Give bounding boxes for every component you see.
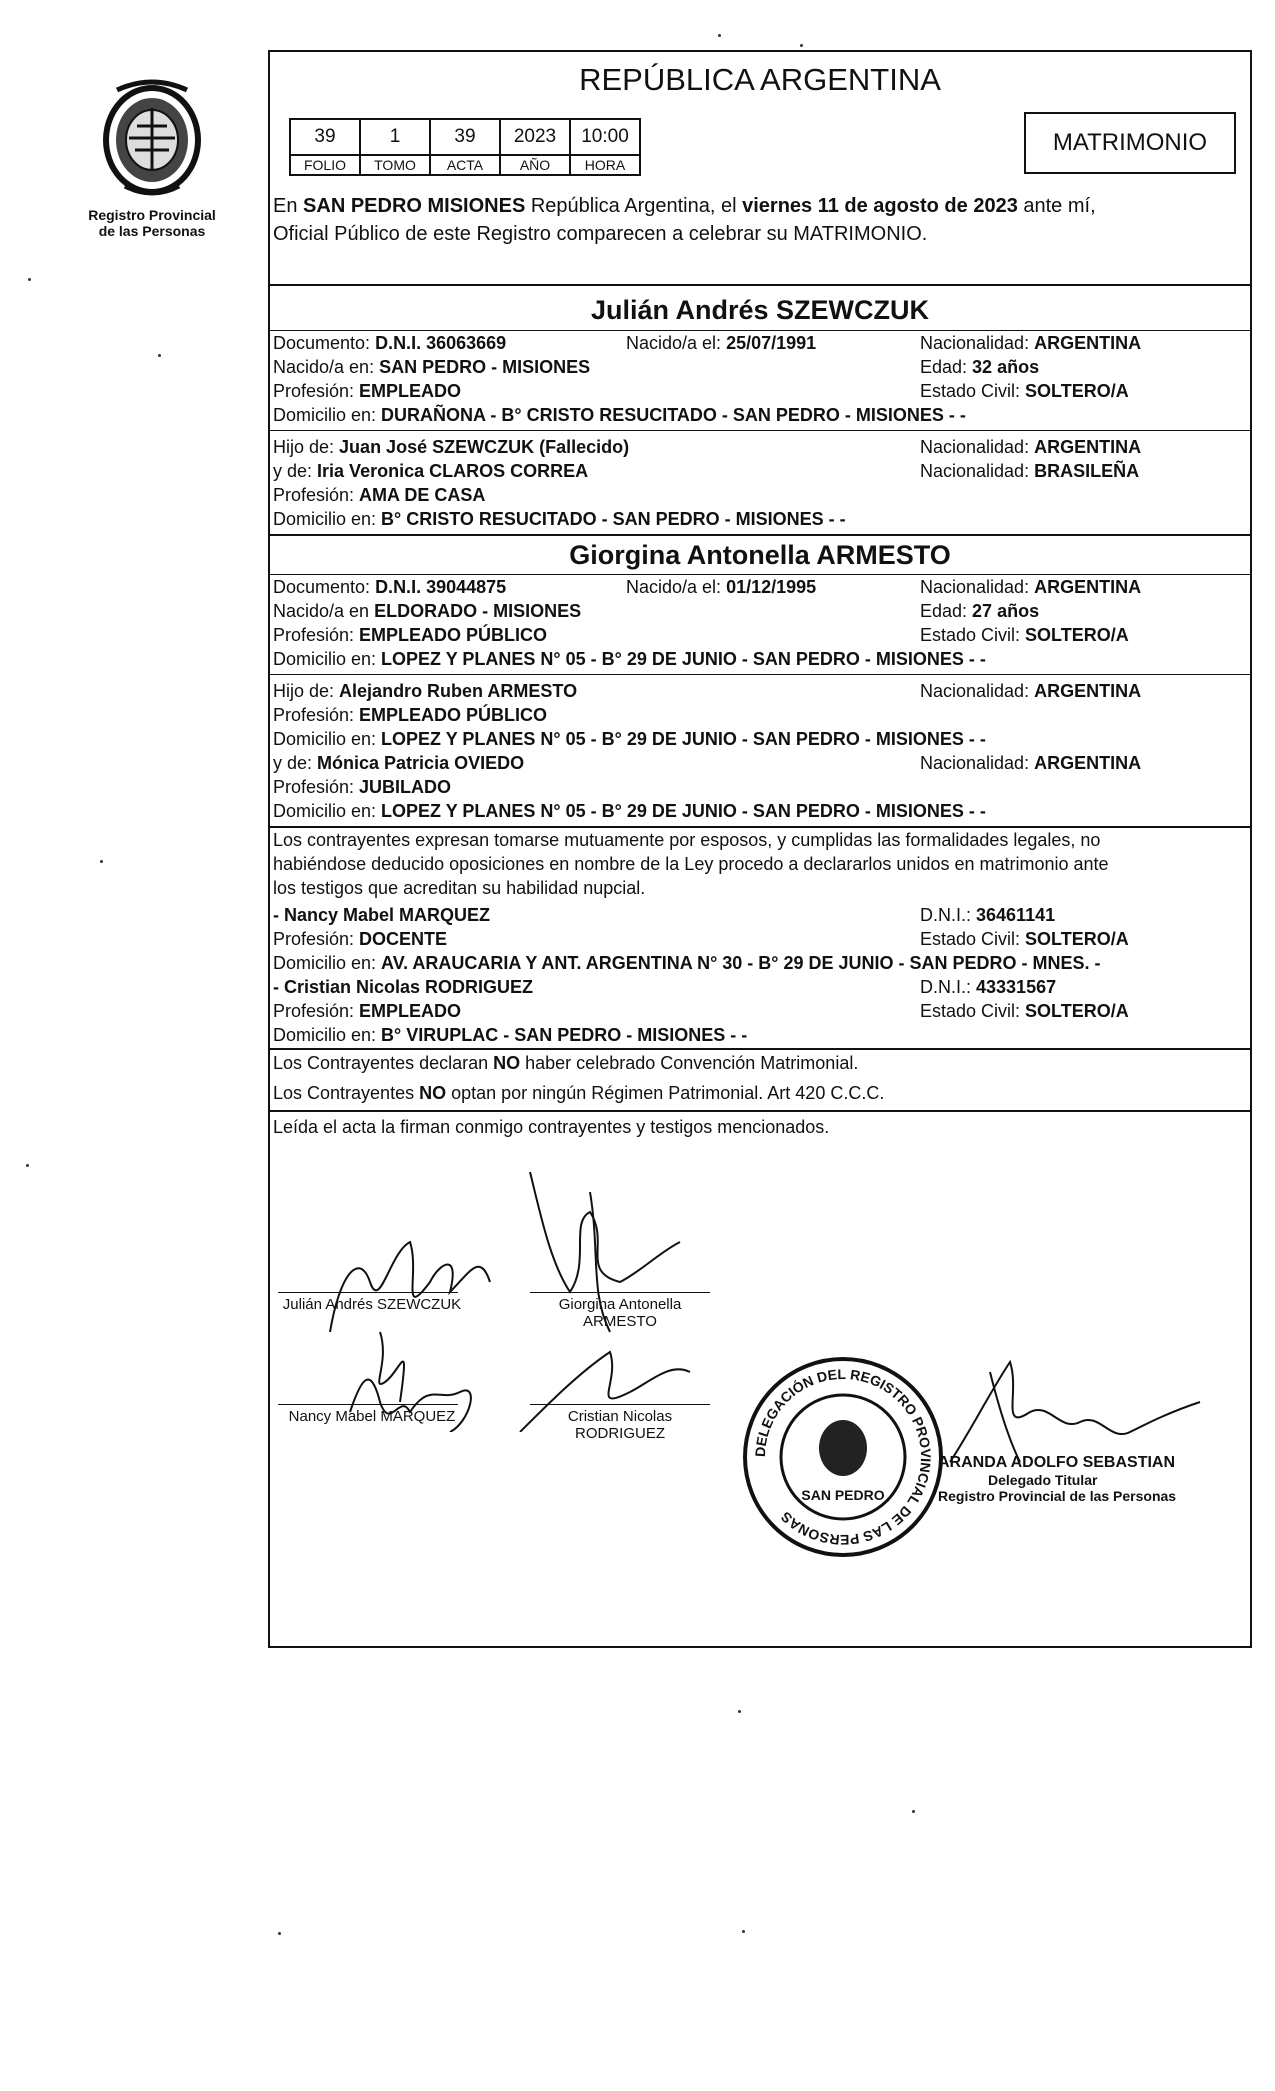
- patrimonial-regime-statement: Los Contrayentes NO optan por ningún Régimen Patrimonial. Art 420 C.C.C.: [273, 1083, 885, 1103]
- official-block: [938, 1454, 1238, 1504]
- year-value: 2023: [500, 119, 570, 155]
- folio-value: 39: [290, 119, 360, 155]
- spouse2-father: Hijo de: Alejandro Ruben ARMESTO: [273, 681, 578, 701]
- spouse2-nationality: Nacionalidad: ARGENTINA: [920, 577, 1142, 597]
- spouse2-father-profession: Profesión: EMPLEADO PÚBLICO: [273, 705, 548, 725]
- spouse1-profession: Profesión: EMPLEADO: [273, 381, 462, 401]
- registry-logo: [72, 78, 232, 239]
- document-title: REPÚBLICA ARGENTINA: [579, 62, 941, 97]
- logo-label-line1: Registro Provincial: [88, 207, 216, 223]
- spouse1-birthdate: Nacido/a el: 25/07/1991: [626, 333, 817, 353]
- spouse2-age: Edad: 27 años: [920, 601, 1040, 621]
- spouse1-birthplace: Nacido/a en: SAN PEDRO - MISIONES: [273, 357, 591, 377]
- witness2-name: - Cristian Nicolas RODRIGUEZ: [273, 977, 534, 997]
- signature-witness1: Nancy Mabel MARQUEZ: [288, 1408, 456, 1425]
- intro-date: viernes 11 de agosto de 2023: [742, 195, 1018, 217]
- spouse2-mother-profession: Profesión: JUBILADO: [273, 777, 452, 797]
- spouse2-mother: y de: Mónica Patricia OVIEDO: [273, 753, 525, 773]
- folio-label: FOLIO: [290, 155, 360, 175]
- spouse1-parents-address: Domicilio en: B° CRISTO RESUCITADO - SAN PEDRO - MISIONES - -: [273, 509, 846, 529]
- intro-text: En SAN PEDRO MISIONES República Argentina, el viernes 11 de agosto de 2023 ante mí, Oficial Público de este Registro comparecen a celebrar su MATRIMONIO.: [273, 195, 1096, 245]
- misiones-shield-icon: [97, 78, 207, 198]
- spouse2-birthplace: Nacido/a en ELDORADO - MISIONES: [273, 601, 582, 621]
- spouse2-name: Giorgina Antonella ARMESTO: [569, 540, 951, 570]
- signature-witness2: Cristian Nicolas RODRIGUEZ: [567, 1408, 673, 1442]
- spouse2-father-nationality: Nacionalidad: ARGENTINA: [920, 681, 1142, 701]
- signature-spouse1: Julián Andrés SZEWCZUK: [282, 1296, 462, 1313]
- spouse2-birthdate: Nacido/a el: 01/12/1995: [626, 577, 817, 597]
- spouse1-mother-profession: Profesión: AMA DE CASA: [273, 485, 486, 505]
- spouse2-address: Domicilio en: LOPEZ Y PLANES N° 05 - B° 29 DE JUNIO - SAN PEDRO - MISIONES - -: [273, 649, 986, 669]
- witness2-profession: Profesión: EMPLEADO: [273, 1001, 462, 1021]
- stamp-ring-text: DELEGACIÓN DEL REGISTRO PROVINCIAL DE LAS PERSONAS: [751, 1365, 935, 1549]
- official-stamp: [738, 1352, 948, 1562]
- spouse2-mother-address: Domicilio en: LOPEZ Y PLANES N° 05 - B° 29 DE JUNIO - SAN PEDRO - MISIONES - -: [273, 801, 986, 821]
- official-office: Registro Provincial de las Personas: [938, 1488, 1177, 1504]
- certificate-frame: [268, 50, 1252, 1648]
- tomo-value: 1: [360, 119, 430, 155]
- witness1-civil-status: Estado Civil: SOLTERO/A: [920, 929, 1129, 949]
- official-title: Delegado Titular: [988, 1472, 1098, 1488]
- witness1-name: - Nancy Mabel MARQUEZ: [273, 905, 491, 925]
- acta-label: ACTA: [430, 155, 500, 175]
- spouse1-address: Domicilio en: DURAÑONA - B° CRISTO RESUCITADO - SAN PEDRO - MISIONES - -: [273, 405, 966, 425]
- registry-box: [289, 118, 653, 174]
- spouse2-document: Documento: D.N.I. 39044875: [273, 577, 507, 597]
- year-label: AÑO: [500, 155, 570, 175]
- spouse1-father: Hijo de: Juan José SZEWCZUK (Fallecido): [273, 437, 630, 457]
- spouse2-profession: Profesión: EMPLEADO PÚBLICO: [273, 625, 548, 645]
- official-name: ARANDA ADOLFO SEBASTIAN: [938, 1454, 1176, 1471]
- witness2-dni: D.N.I.: 43331567: [920, 977, 1057, 997]
- spouse1-name: Julián Andrés SZEWCZUK: [590, 295, 930, 325]
- witness1-address: Domicilio en: AV. ARAUCARIA Y ANT. ARGENTINA N° 30 - B° 29 DE JUNIO - SAN PEDRO - MNES. -: [273, 953, 1101, 973]
- stamp-inner-text: SAN PEDRO: [801, 1487, 885, 1503]
- acta-value: 39: [430, 119, 500, 155]
- intro-place: SAN PEDRO MISIONES: [303, 195, 526, 217]
- witness2-address: Domicilio en: B° VIRUPLAC - SAN PEDRO - MISIONES - -: [273, 1025, 748, 1045]
- spouse1-document: Documento: D.N.I. 36063669: [273, 333, 507, 353]
- spouse2-mother-nationality: Nacionalidad: ARGENTINA: [920, 753, 1142, 773]
- spouse1-father-nationality: Nacionalidad: ARGENTINA: [920, 437, 1142, 457]
- witness1-profession: Profesión: DOCENTE: [273, 929, 448, 949]
- logo-label-line2: de las Personas: [98, 223, 206, 239]
- act-type-box: MATRIMONIO: [1024, 112, 1236, 174]
- spouse1-mother: y de: Iria Veronica CLAROS CORREA: [273, 461, 589, 481]
- closing-text: Leída el acta la firman conmigo contrayentes y testigos mencionados.: [273, 1117, 830, 1137]
- witness1-dni: D.N.I.: 36461141: [920, 905, 1056, 925]
- spouse2-father-address: Domicilio en: LOPEZ Y PLANES N° 05 - B° 29 DE JUNIO - SAN PEDRO - MISIONES - -: [273, 729, 986, 749]
- spouse1-age: Edad: 32 años: [920, 357, 1040, 377]
- spouse2-civil-status: Estado Civil: SOLTERO/A: [920, 625, 1129, 645]
- spouse1-nationality: Nacionalidad: ARGENTINA: [920, 333, 1142, 353]
- spouse1-mother-nationality: Nacionalidad: BRASILEÑA: [920, 461, 1140, 481]
- witness2-civil-status: Estado Civil: SOLTERO/A: [920, 1001, 1129, 1021]
- declaration-text: Los contrayentes expresan tomarse mutuamente por esposos, y cumplidas las formalidades legales, no habiéndose deducido oposiciones en nombre de la Ley procedo a declararlos unidos en matrimonio ante los testigos que acreditan su habilidad nupcial.: [273, 830, 1109, 898]
- hour-label: HORA: [570, 155, 640, 175]
- tomo-label: TOMO: [360, 155, 430, 175]
- spouse1-civil-status: Estado Civil: SOLTERO/A: [920, 381, 1129, 401]
- signature-spouse2: Giorgina Antonella ARMESTO: [558, 1296, 682, 1330]
- hour-value: 10:00: [570, 119, 640, 155]
- convention-statement: Los Contrayentes declaran NO haber celebrado Convención Matrimonial.: [273, 1053, 859, 1073]
